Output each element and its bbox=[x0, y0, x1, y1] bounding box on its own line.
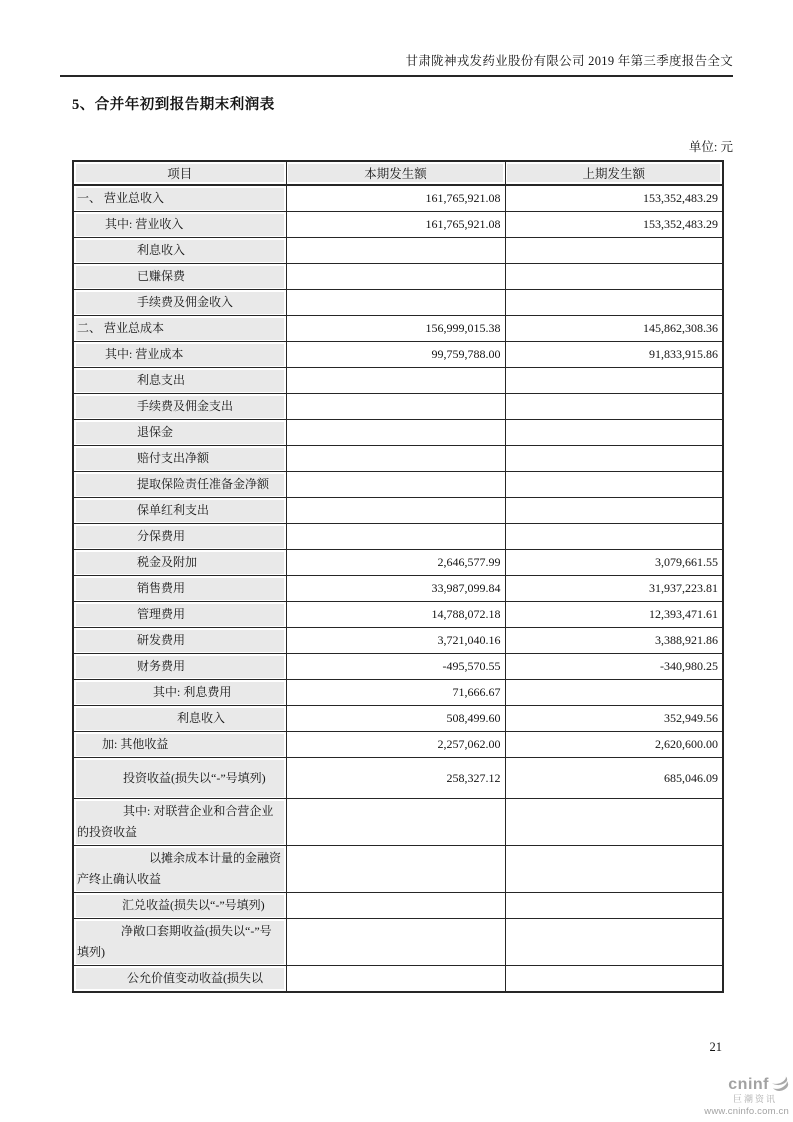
item-label-cell bbox=[73, 290, 286, 316]
prior-amount-cell bbox=[505, 264, 723, 290]
prior-amount-cell: 91,833,915.86 bbox=[505, 342, 723, 368]
column-header-item: 项目 bbox=[73, 161, 286, 185]
table-row bbox=[73, 316, 723, 342]
table-row bbox=[73, 706, 723, 732]
current-amount-cell bbox=[286, 472, 505, 498]
item-label: 研发费用 bbox=[137, 633, 186, 647]
column-header-current-period: 本期发生额 bbox=[286, 161, 505, 185]
prior-amount-cell: 153,352,483.29 bbox=[505, 185, 723, 212]
item-label-cell bbox=[73, 446, 286, 472]
current-amount-cell: 2,646,577.99 bbox=[286, 550, 505, 576]
item-label: 其中: 营业收入 bbox=[105, 217, 184, 231]
current-amount-cell bbox=[286, 238, 505, 264]
table-row bbox=[73, 524, 723, 550]
table-row bbox=[73, 799, 723, 846]
prior-amount-cell bbox=[505, 368, 723, 394]
prior-amount-cell: 352,949.56 bbox=[505, 706, 723, 732]
current-amount-cell: 258,327.12 bbox=[286, 758, 505, 799]
item-label: 净敞口套期收益(损失以“-”号填列) bbox=[77, 924, 272, 959]
page-number: 21 bbox=[709, 1040, 722, 1054]
item-label: 以摊余成本计量的金融资产终止确认收益 bbox=[77, 851, 282, 886]
cninfo-brand-chinese: 巨潮资讯 bbox=[732, 1094, 777, 1104]
item-label: 汇兑收益(损失以“-”号填列) bbox=[122, 898, 265, 912]
item-label-cell bbox=[73, 524, 286, 550]
table-row bbox=[73, 212, 723, 238]
cninfo-logo bbox=[679, 1076, 789, 1117]
item-label-cell bbox=[73, 498, 286, 524]
table-header-row bbox=[73, 161, 723, 185]
cninfo-url: www.cninfo.com.cn bbox=[704, 1106, 789, 1117]
item-label-cell bbox=[73, 799, 286, 846]
current-amount-cell bbox=[286, 966, 505, 993]
item-label-cell bbox=[73, 212, 286, 238]
item-label: 提取保险责任准备金净额 bbox=[137, 477, 270, 491]
table-row bbox=[73, 550, 723, 576]
prior-amount-cell bbox=[505, 420, 723, 446]
table-row bbox=[73, 368, 723, 394]
current-amount-cell: 14,788,072.18 bbox=[286, 602, 505, 628]
current-amount-cell bbox=[286, 264, 505, 290]
current-amount-cell: 508,499.60 bbox=[286, 706, 505, 732]
item-label-cell bbox=[73, 576, 286, 602]
table-row bbox=[73, 446, 723, 472]
prior-amount-cell bbox=[505, 446, 723, 472]
table-row bbox=[73, 758, 723, 799]
item-label-cell bbox=[73, 316, 286, 342]
prior-amount-cell: 31,937,223.81 bbox=[505, 576, 723, 602]
table-row bbox=[73, 680, 723, 706]
current-amount-cell bbox=[286, 420, 505, 446]
table-row bbox=[73, 602, 723, 628]
header-divider-line bbox=[60, 75, 733, 77]
item-label: 其中: 利息费用 bbox=[153, 685, 232, 699]
table-row bbox=[73, 185, 723, 212]
prior-amount-cell bbox=[505, 799, 723, 846]
item-label: 加: 其他收益 bbox=[102, 737, 169, 751]
current-amount-cell: 71,666.67 bbox=[286, 680, 505, 706]
current-amount-cell: 3,721,040.16 bbox=[286, 628, 505, 654]
item-label: 财务费用 bbox=[137, 659, 186, 673]
item-label: 手续费及佣金收入 bbox=[137, 295, 234, 309]
current-amount-cell: 156,999,015.38 bbox=[286, 316, 505, 342]
current-amount-cell bbox=[286, 394, 505, 420]
item-label: 利息支出 bbox=[137, 373, 186, 387]
current-amount-cell bbox=[286, 893, 505, 919]
table-row bbox=[73, 394, 723, 420]
item-label-cell bbox=[73, 758, 286, 799]
prior-amount-cell bbox=[505, 498, 723, 524]
table-row bbox=[73, 498, 723, 524]
current-amount-cell bbox=[286, 498, 505, 524]
item-label: 二、 营业总成本 bbox=[77, 321, 165, 335]
current-amount-cell: 33,987,099.84 bbox=[286, 576, 505, 602]
table-row bbox=[73, 966, 723, 993]
prior-amount-cell bbox=[505, 966, 723, 993]
current-amount-cell bbox=[286, 919, 505, 966]
item-label: 利息收入 bbox=[177, 711, 226, 725]
table-row bbox=[73, 628, 723, 654]
current-amount-cell: 161,765,921.08 bbox=[286, 212, 505, 238]
table-row bbox=[73, 264, 723, 290]
income-statement-table bbox=[72, 160, 724, 993]
item-label-cell bbox=[73, 893, 286, 919]
prior-amount-cell bbox=[505, 394, 723, 420]
table-body bbox=[73, 185, 723, 992]
prior-amount-cell bbox=[505, 893, 723, 919]
prior-amount-cell bbox=[505, 238, 723, 264]
current-amount-cell bbox=[286, 524, 505, 550]
table-row bbox=[73, 654, 723, 680]
current-amount-cell bbox=[286, 290, 505, 316]
table-row bbox=[73, 238, 723, 264]
item-label: 公允价值变动收益(损失以 bbox=[127, 971, 263, 985]
table-row bbox=[73, 342, 723, 368]
table-row bbox=[73, 420, 723, 446]
item-label-cell bbox=[73, 628, 286, 654]
item-label: 其中: 对联营企业和合营企业的投资收益 bbox=[77, 804, 274, 839]
table-row bbox=[73, 576, 723, 602]
prior-amount-cell bbox=[505, 680, 723, 706]
current-amount-cell: 99,759,788.00 bbox=[286, 342, 505, 368]
item-label: 一、 营业总收入 bbox=[77, 191, 165, 205]
item-label: 已赚保费 bbox=[137, 269, 186, 283]
prior-amount-cell: 3,079,661.55 bbox=[505, 550, 723, 576]
current-amount-cell bbox=[286, 846, 505, 893]
unit-label: 单位: 元 bbox=[688, 140, 733, 154]
current-amount-cell: 161,765,921.08 bbox=[286, 185, 505, 212]
table-row bbox=[73, 919, 723, 966]
current-amount-cell: 2,257,062.00 bbox=[286, 732, 505, 758]
item-label-cell bbox=[73, 846, 286, 893]
prior-amount-cell bbox=[505, 919, 723, 966]
table-row bbox=[73, 846, 723, 893]
prior-amount-cell: -340,980.25 bbox=[505, 654, 723, 680]
item-label-cell bbox=[73, 394, 286, 420]
prior-amount-cell bbox=[505, 472, 723, 498]
prior-amount-cell bbox=[505, 846, 723, 893]
section-title: 5、合并年初到报告期末利润表 bbox=[72, 97, 275, 113]
prior-amount-cell: 685,046.09 bbox=[505, 758, 723, 799]
item-label-cell bbox=[73, 420, 286, 446]
prior-amount-cell: 2,620,600.00 bbox=[505, 732, 723, 758]
prior-amount-cell: 153,352,483.29 bbox=[505, 212, 723, 238]
item-label: 管理费用 bbox=[137, 607, 186, 621]
prior-amount-cell: 3,388,921.86 bbox=[505, 628, 723, 654]
item-label-cell bbox=[73, 238, 286, 264]
item-label: 利息收入 bbox=[137, 243, 186, 257]
current-amount-cell: -495,570.55 bbox=[286, 654, 505, 680]
item-label: 退保金 bbox=[137, 425, 174, 439]
cninfo-swirl-icon bbox=[770, 1076, 789, 1093]
item-label: 其中: 营业成本 bbox=[105, 347, 184, 361]
item-label-cell bbox=[73, 706, 286, 732]
item-label-cell bbox=[73, 368, 286, 394]
item-label-cell bbox=[73, 966, 286, 993]
prior-amount-cell: 12,393,471.61 bbox=[505, 602, 723, 628]
current-amount-cell bbox=[286, 799, 505, 846]
table-row bbox=[73, 290, 723, 316]
prior-amount-cell bbox=[505, 524, 723, 550]
item-label: 分保费用 bbox=[137, 529, 186, 543]
current-amount-cell bbox=[286, 368, 505, 394]
cninfo-brand: cninf bbox=[728, 1076, 769, 1093]
item-label-cell bbox=[73, 550, 286, 576]
item-label: 销售费用 bbox=[137, 581, 186, 595]
report-header-text: 甘肃陇神戎发药业股份有限公司 2019 年第三季度报告全文 bbox=[405, 54, 733, 68]
current-amount-cell bbox=[286, 446, 505, 472]
item-label-cell bbox=[73, 654, 286, 680]
prior-amount-cell bbox=[505, 290, 723, 316]
item-label-cell bbox=[73, 919, 286, 966]
item-label: 赔付支出净额 bbox=[137, 451, 210, 465]
table-row bbox=[73, 472, 723, 498]
item-label-cell bbox=[73, 472, 286, 498]
table-row bbox=[73, 893, 723, 919]
item-label-cell bbox=[73, 680, 286, 706]
item-label: 税金及附加 bbox=[137, 555, 198, 569]
item-label-cell bbox=[73, 342, 286, 368]
column-header-prior-period: 上期发生额 bbox=[505, 161, 723, 185]
item-label: 保单红利支出 bbox=[137, 503, 210, 517]
table-row bbox=[73, 732, 723, 758]
item-label: 投资收益(损失以“-”号填列) bbox=[123, 770, 266, 785]
prior-amount-cell: 145,862,308.36 bbox=[505, 316, 723, 342]
item-label: 手续费及佣金支出 bbox=[137, 399, 234, 413]
item-label-cell bbox=[73, 264, 286, 290]
item-label-cell bbox=[73, 732, 286, 758]
item-label-cell bbox=[73, 602, 286, 628]
item-label-cell bbox=[73, 185, 286, 212]
